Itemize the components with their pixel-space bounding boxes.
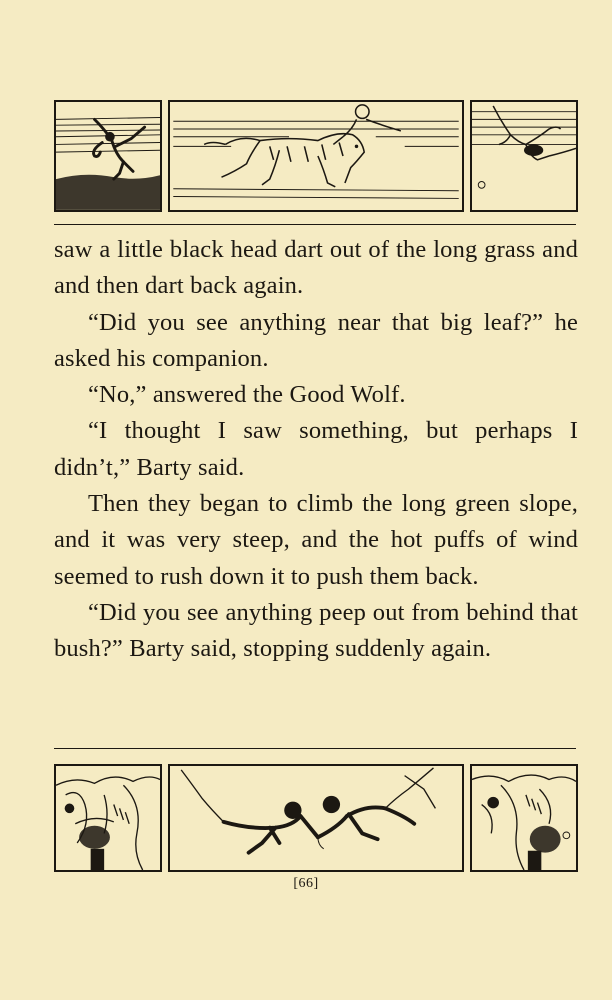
monkeys-swinging-icon [170,766,462,870]
paragraph-2: “Did you see anything near that big leaf?” he asked his companion. [54,308,578,372]
top-center-panel [168,100,464,212]
top-divider-rule [54,224,576,225]
top-left-panel [54,100,162,212]
bird-icon [472,102,576,210]
paragraph-5: Then they began to climb the long green slope, and it was very steep, and the hot puffs of wind seemed to rush down it to push them back. [54,490,578,590]
bottom-divider-rule [54,748,576,749]
bottom-center-panel [168,764,464,872]
paragraph-6: “Did you see anything peep out from behind that bush?” Barty said, stopping suddenly again. [54,598,578,663]
monkey-in-tree-icon [56,766,160,870]
wolf-and-boy-icon [170,102,462,210]
bottom-left-panel [54,764,162,872]
paragraph-4: “I thought I saw something, but perhaps I didn’t,” Barty said. [54,417,578,481]
bottom-illustration-row [0,764,612,872]
top-illustration-row [0,100,612,212]
paragraph-1: saw a little black head dart out of the long grass and and then dart back again. [54,236,578,300]
bottom-right-panel [470,764,578,872]
monkey-in-tree-icon [472,766,576,870]
top-right-panel [470,100,578,212]
body-text [54,232,578,668]
page-number: [66] [293,876,319,891]
paragraph-3: “No,” answered the Good Wolf. [88,381,406,409]
monkey-icon [56,102,160,210]
